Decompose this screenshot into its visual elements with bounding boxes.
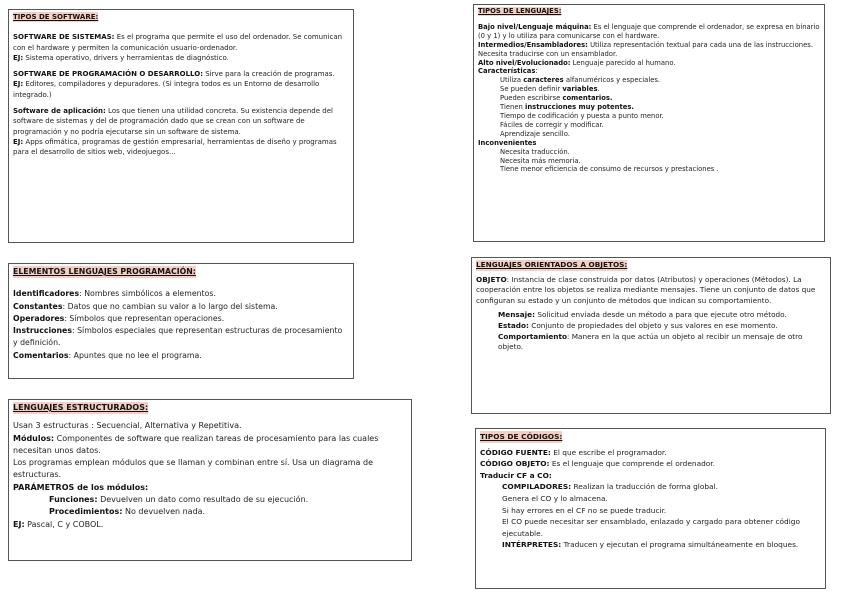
card-title: LENGUAJES ESTRUCTURADOS: <box>13 402 148 414</box>
state-line: Estado: Conjunto de propiedades del objeto y sus valores en ese momento. <box>498 320 778 330</box>
object-paragraph: OBJETO: Instancia de clase construida por datos (Atributos) y operaciones (Métodos). La cooperación entre los objetos se realiza mediante mensajes. Tiene un conjunto de datos que configuran su estado y un conjunto de métodos que indican su comportamiento. <box>476 274 816 305</box>
translate-heading: Traducir CF a CO: <box>480 470 552 480</box>
drawbacks-heading: Inconvenientes <box>478 138 537 147</box>
list-item: Identificadores: Nombres simbólicos a elementos. <box>13 289 216 299</box>
language-elements-card <box>8 263 354 379</box>
list-item: Tiene menor eficiencia de consumo de recursos y prestaciones . <box>500 165 719 174</box>
source-code-line: CÓDIGO FUENTE: El que escribe el programador. <box>480 447 667 457</box>
message-line: Mensaje: Solicitud enviada desde un método a para que ejecute otro método. <box>498 310 787 320</box>
low-level-paragraph: Bajo nivel/Lenguaje máquina: Es el lenguaje que comprende el ordenador, se expresa en binario (0 y 1) y lo utiliza para comunicarse con el hardware. <box>478 22 820 40</box>
interpreters-line: INTÉRPRETES: Traducen y ejecutan el programa simultáneamente en bloques. <box>502 540 799 550</box>
list-item: Comentarios: Apuntes que no lee el programa. <box>13 350 202 360</box>
card-title: TIPOS DE SOFTWARE: <box>13 13 99 21</box>
system-software-paragraph: SOFTWARE DE SISTEMAS: Es el programa que permite el uso del ordenador. Se comunican con el hardware y permiten la comunicación usuario-ordenador. <box>13 33 343 52</box>
list-item: El CO puede necesitar ser ensamblado, enlazado y cargado para obtener código ejecutable. <box>502 517 800 538</box>
list-item: Tiempo de codificación y puesta a punto menor. <box>500 111 664 120</box>
oop-languages-card <box>471 257 831 414</box>
list-item: Constantes: Datos que no cambian su valor a lo largo del sistema. <box>13 301 278 311</box>
language-types-card <box>473 4 825 242</box>
functions-line: Funciones: Devuelven un dato como resultado de su ejecución. <box>49 495 309 505</box>
card-title: LENGUAJES ORIENTADOS A OBJETOS: <box>476 260 628 269</box>
list-item: Pueden escribirse comentarios. <box>500 94 613 103</box>
list-item: Necesita más memoria. <box>500 156 581 165</box>
intermediate-paragraph: Intermedios/Ensambladores: Utiliza representación textual para cada una de las instrucciones. Necesita traducirse con un ensamblador. <box>478 40 813 58</box>
parameters-heading: PARÁMETROS de los módulos: <box>13 482 149 492</box>
modules-paragraph: Módulos: Componentes de software que realizan tareas de procesamiento para las cuales necesitan unos datos. <box>13 433 379 455</box>
features-heading: Características: <box>478 67 538 76</box>
list-item: Utiliza caracteres alfanuméricos y especiales. <box>500 76 661 85</box>
dev-software-example: EJ: Editores, compiladores y depuradores. (Si integra todos es un Entorno de desarrollo integrado.) <box>13 80 320 99</box>
list-item: Genera el CO y lo almacena. <box>502 493 608 503</box>
app-software-paragraph: Software de aplicación: Los que tienen una utilidad concreta. Su existencia depende del software de sistemas y del de programación dado que se crean con un software de programación y no podría ejecutarse sin un software de sistema. <box>13 107 333 136</box>
app-software-example: EJ: Apps ofimática, programas de gestión empresarial, herramientas de diseño y programas para el desarrollo de sitios web, videojuegos... <box>13 137 337 157</box>
behaviour-line: Comportamiento: Manera en la que actúa un objeto al recibir un mensaje de otro objeto. <box>498 331 803 352</box>
programs-paragraph: Los programas emplean módulos que se llaman y combinan entre sí. Usa un diagrama de estructuras. <box>13 458 373 480</box>
list-item: Aprendizaje sencillo. <box>500 129 570 138</box>
card-title: TIPOS DE LENGUAJES: <box>478 7 562 15</box>
list-item: Tienen instrucciones muy potentes. <box>500 103 634 112</box>
list-item: Fáciles de corregir y modificar. <box>500 120 604 129</box>
card-title: ELEMENTOS LENGUAJES PROGRAMACIÓN: <box>13 266 196 278</box>
compilers-line: COMPILADORES: Realizan la traducción de forma global. <box>502 482 718 492</box>
high-level-paragraph: Alto nivel/Evolucionado: Lenguaje parecido al humano. <box>478 58 676 67</box>
list-item: Si hay errores en el CF no se puede traducir. <box>502 505 667 515</box>
object-code-line: CÓDIGO OBJETO: Es el lenguaje que comprende el ordenador. <box>480 459 716 469</box>
code-types-card <box>475 428 826 589</box>
structured-example: EJ: Pascal, C y COBOL. <box>13 519 104 529</box>
dev-software-paragraph: SOFTWARE DE PROGRAMACIÓN O DESARROLLO: Sirve para la creación de programas. <box>13 70 335 79</box>
structures-line: Usan 3 estructuras : Secuencial, Alternativa y Repetitiva. <box>13 421 242 431</box>
software-types-card <box>8 9 354 243</box>
list-item: Instrucciones: Símbolos especiales que representan estructuras de procesamiento y definición. <box>13 326 343 348</box>
structured-languages-card <box>8 399 412 561</box>
list-item: Necesita traducción. <box>500 147 570 156</box>
list-item: Operadores: Símbolos que representan operaciones. <box>13 313 225 323</box>
card-title: TIPOS DE CÓDIGOS: <box>480 432 563 441</box>
procedures-line: Procedimientos: No devuelven nada. <box>49 507 206 517</box>
list-item: Se pueden definir variables. <box>500 85 600 94</box>
system-software-example: EJ: Sistema operativo, drivers y herramientas de diagnóstico. <box>13 53 229 62</box>
